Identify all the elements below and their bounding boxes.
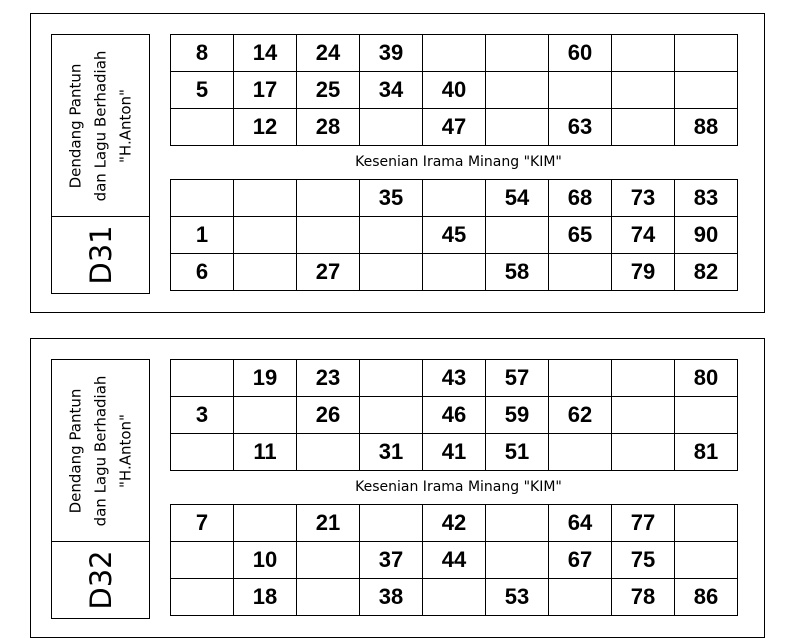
- grid-cell: 74: [612, 217, 675, 254]
- grid-cell: [675, 397, 738, 434]
- sidebar-title-line: dan Lagu Berhadiah: [91, 50, 109, 201]
- grid-cell: 10: [234, 542, 297, 579]
- grid-cell: [486, 35, 549, 72]
- grid-cell: 77: [612, 505, 675, 542]
- grid-cell: [486, 72, 549, 109]
- grid-cell: [549, 360, 612, 397]
- grid-cell: [171, 579, 234, 616]
- grid-cell: 51: [486, 434, 549, 471]
- grid-cell: 31: [360, 434, 423, 471]
- bingo-card-d32: [30, 338, 765, 638]
- card-code-box: [52, 217, 149, 293]
- sidebar-title-box: [52, 360, 149, 542]
- grid-cell: 38: [360, 579, 423, 616]
- grid-cell: 86: [675, 579, 738, 616]
- grid-cell: 79: [612, 254, 675, 291]
- grid-cell: 64: [549, 505, 612, 542]
- grid-cell: 34: [360, 72, 423, 109]
- grid-cell: [549, 254, 612, 291]
- sidebar-title: [63, 50, 138, 201]
- grid-cell: 27: [297, 254, 360, 291]
- grid-cell: 88: [675, 109, 738, 146]
- grid-row: [171, 434, 738, 471]
- grid-cell: [675, 35, 738, 72]
- grid-cell: [360, 217, 423, 254]
- grid-cell: 78: [612, 579, 675, 616]
- grid-cell: 12: [234, 109, 297, 146]
- grid-cell: 75: [612, 542, 675, 579]
- grid-cell: 11: [234, 434, 297, 471]
- grid-cell: 45: [423, 217, 486, 254]
- grid-cell: [675, 505, 738, 542]
- grid-cell: 67: [549, 542, 612, 579]
- sidebar-title-line: Dendang Pantun: [66, 63, 84, 188]
- grid-cell: 41: [423, 434, 486, 471]
- grid-cell: 18: [234, 579, 297, 616]
- grid-row: [171, 360, 738, 397]
- grid-cell: 46: [423, 397, 486, 434]
- sidebar-title-box: [52, 35, 149, 217]
- grid-cell: 42: [423, 505, 486, 542]
- grid-cell: 21: [297, 505, 360, 542]
- grid-cell: 53: [486, 579, 549, 616]
- grid-cell: 57: [486, 360, 549, 397]
- grid-cell: 81: [675, 434, 738, 471]
- grid-row: [171, 579, 738, 616]
- grid-row: [171, 542, 738, 579]
- card-code-box: [52, 542, 149, 618]
- grid-cell: 60: [549, 35, 612, 72]
- grid-cell: 6: [171, 254, 234, 291]
- grid-cell: 80: [675, 360, 738, 397]
- grid-cell: [612, 72, 675, 109]
- grid-cell: [234, 397, 297, 434]
- grid-cell: [675, 72, 738, 109]
- sidebar-title-line: dan Lagu Berhadiah: [91, 375, 109, 526]
- grid-row: [171, 180, 738, 217]
- grid-cell: 73: [612, 180, 675, 217]
- sidebar-title-line: Dendang Pantun: [66, 388, 84, 513]
- card-code: D31: [83, 225, 118, 285]
- grid-cell: 35: [360, 180, 423, 217]
- grid-row: [171, 397, 738, 434]
- grid-cell: [423, 35, 486, 72]
- grid-cell: 14: [234, 35, 297, 72]
- card-caption: Kesenian Irama Minang "KIM": [355, 479, 562, 495]
- card-caption: Kesenian Irama Minang "KIM": [355, 154, 562, 170]
- grid-cell: 59: [486, 397, 549, 434]
- grid-cell: 90: [675, 217, 738, 254]
- grid-cell: [360, 360, 423, 397]
- grid-cell: [486, 217, 549, 254]
- grid-cell: 83: [675, 180, 738, 217]
- grid-cell: 7: [171, 505, 234, 542]
- grid-row: [171, 254, 738, 291]
- grid-cell: 1: [171, 217, 234, 254]
- grid-row: [171, 109, 738, 146]
- grid-cell: [612, 434, 675, 471]
- grid-cell: 26: [297, 397, 360, 434]
- number-grid-bottom: [170, 504, 738, 616]
- grid-cell: 65: [549, 217, 612, 254]
- card-sidebar: [51, 34, 150, 294]
- card-sidebar: [51, 359, 150, 619]
- grid-cell: 63: [549, 109, 612, 146]
- grid-cell: 37: [360, 542, 423, 579]
- grid-cell: 43: [423, 360, 486, 397]
- grid-cell: [486, 542, 549, 579]
- grid-cell: [423, 180, 486, 217]
- grid-cell: 58: [486, 254, 549, 291]
- grid-cell: [612, 397, 675, 434]
- grid-cell: [549, 579, 612, 616]
- grid-cell: 5: [171, 72, 234, 109]
- grid-cell: 82: [675, 254, 738, 291]
- grid-cell: [612, 109, 675, 146]
- number-grid-top: [170, 359, 738, 471]
- grid-cell: 3: [171, 397, 234, 434]
- grid-cell: [171, 109, 234, 146]
- grid-cell: 24: [297, 35, 360, 72]
- sidebar-title: [63, 375, 138, 526]
- grid-cell: 62: [549, 397, 612, 434]
- grid-cell: 44: [423, 542, 486, 579]
- grid-cell: [234, 217, 297, 254]
- grid-row: [171, 72, 738, 109]
- grid-cell: 68: [549, 180, 612, 217]
- grid-row: [171, 505, 738, 542]
- grid-row: [171, 217, 738, 254]
- number-grid-bottom: [170, 179, 738, 291]
- grid-cell: 28: [297, 109, 360, 146]
- grid-cell: [297, 217, 360, 254]
- grid-cell: 54: [486, 180, 549, 217]
- grid-cell: [360, 109, 423, 146]
- grid-cell: [171, 542, 234, 579]
- grid-cell: 40: [423, 72, 486, 109]
- grid-cell: [234, 505, 297, 542]
- grid-cell: 19: [234, 360, 297, 397]
- grid-cell: [486, 109, 549, 146]
- grid-cell: 47: [423, 109, 486, 146]
- grid-cell: [297, 180, 360, 217]
- sidebar-title-line: "H.Anton": [116, 413, 134, 488]
- grid-cell: [297, 579, 360, 616]
- grid-cell: [612, 35, 675, 72]
- grid-cell: [360, 254, 423, 291]
- grid-cell: [171, 434, 234, 471]
- grid-cell: [423, 579, 486, 616]
- grid-cell: [360, 397, 423, 434]
- grid-cell: [549, 72, 612, 109]
- grid-cell: [171, 360, 234, 397]
- grid-cell: [297, 542, 360, 579]
- card-code: D32: [83, 550, 118, 610]
- grid-cell: [423, 254, 486, 291]
- grid-cell: [549, 434, 612, 471]
- grid-cell: 17: [234, 72, 297, 109]
- grid-cell: [297, 434, 360, 471]
- grid-cell: [234, 254, 297, 291]
- bingo-card-d31: [30, 13, 765, 313]
- grid-cell: [675, 542, 738, 579]
- grid-cell: 25: [297, 72, 360, 109]
- grid-cell: [486, 505, 549, 542]
- sidebar-title-line: "H.Anton": [116, 88, 134, 163]
- grid-cell: [612, 360, 675, 397]
- grid-cell: [234, 180, 297, 217]
- grid-row: [171, 35, 738, 72]
- number-grid-top: [170, 34, 738, 146]
- grid-cell: 8: [171, 35, 234, 72]
- grid-cell: 23: [297, 360, 360, 397]
- grid-cell: 39: [360, 35, 423, 72]
- grid-cell: [360, 505, 423, 542]
- grid-cell: [171, 180, 234, 217]
